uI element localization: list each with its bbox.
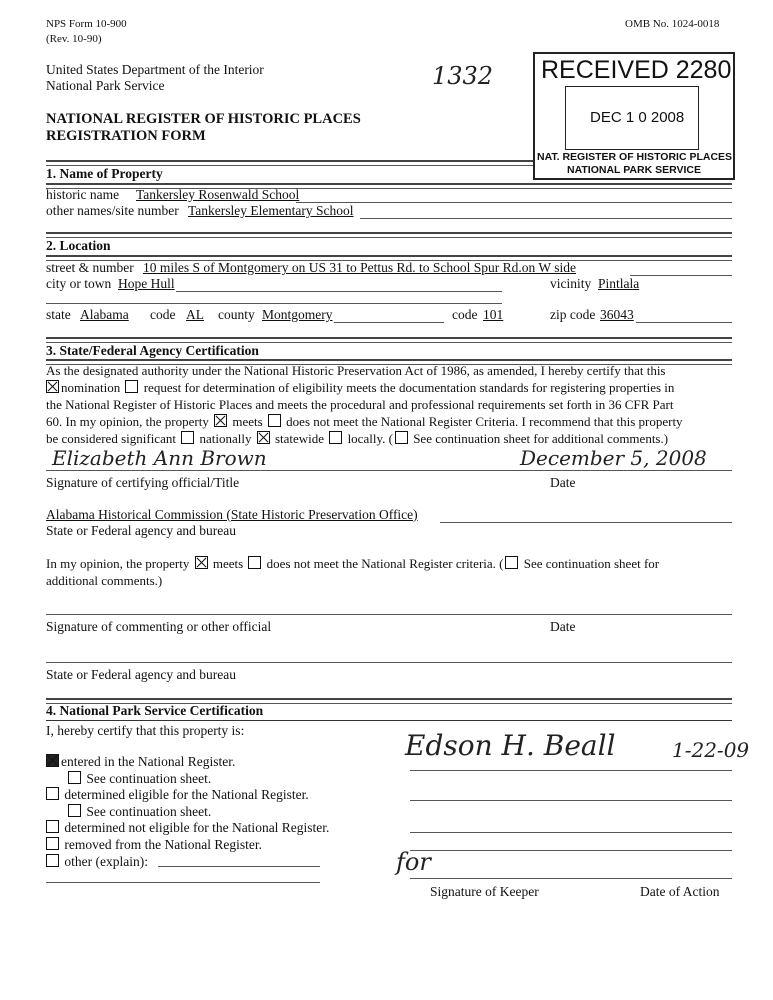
option-label: See continuation sheet. xyxy=(86,770,212,786)
stamp-date-box xyxy=(565,86,699,150)
stamp-line1: NAT. REGISTER OF HISTORIC PLACES xyxy=(537,151,733,163)
form-title: NATIONAL REGISTER OF HISTORIC PLACES xyxy=(46,111,361,127)
omb-number: OMB No. 1024-0018 xyxy=(625,18,720,30)
section2-heading: 2. Location xyxy=(46,238,111,253)
option-removed xyxy=(46,837,329,854)
action-date: 1-22-09 xyxy=(672,738,750,762)
option-label: See continuation sheet. xyxy=(86,803,212,819)
keeper-signature: Edson H. Beall xyxy=(405,729,616,762)
option-not-eligible xyxy=(46,820,329,837)
stamp-date: DEC 1 0 2008 xyxy=(590,109,685,126)
continuation-checkbox[interactable] xyxy=(68,804,81,817)
historic-name-label: historic name xyxy=(46,187,120,202)
zip-label: zip code xyxy=(550,307,596,322)
street-label: street & number xyxy=(46,260,134,275)
certification-paragraph xyxy=(46,362,732,447)
city-value[interactable]: Hope Hull xyxy=(118,276,175,291)
meets-label: meets xyxy=(232,414,263,429)
cert-text: be considered significant xyxy=(46,431,176,446)
county-label: county xyxy=(218,307,255,322)
option-label: entered in the National Register. xyxy=(61,754,236,769)
option-eligible xyxy=(46,787,329,804)
other-checkbox[interactable] xyxy=(46,854,59,867)
state-code-label: code xyxy=(150,307,176,322)
keeper-label: Signature of Keeper xyxy=(430,884,539,899)
vicinity-label: vicinity xyxy=(550,276,592,291)
section3-heading: 3. State/Federal Agency Certification xyxy=(46,343,259,358)
commenting-signature-label: Signature of commenting or other official xyxy=(46,619,272,634)
option-continuation xyxy=(46,771,329,788)
agency2-label: State or Federal agency and bureau xyxy=(46,667,237,682)
request-label: request for determination of eligibility meets the documentation standards for registering properties in xyxy=(143,380,675,395)
other-names-label: other names/site number xyxy=(46,203,179,218)
nomination-checkbox[interactable] xyxy=(46,380,59,393)
opinion-text: In my opinion, the property xyxy=(46,556,190,571)
not-eligible-checkbox[interactable] xyxy=(46,820,59,833)
date-label: Date xyxy=(550,475,576,490)
department: United States Department of the Interior xyxy=(46,62,264,77)
nps-options xyxy=(46,754,329,870)
opinion-paragraph xyxy=(46,555,732,589)
statewide-label: statewide xyxy=(274,431,325,446)
option-other xyxy=(46,854,329,871)
city-label: city or town xyxy=(46,276,112,291)
received-stamp xyxy=(533,52,735,180)
form-subtitle: REGISTRATION FORM xyxy=(46,128,206,144)
cert-text: 60. In my opinion, the property xyxy=(46,414,209,429)
service: National Park Service xyxy=(46,78,165,93)
vicinity-value[interactable]: Pintlala xyxy=(598,276,640,291)
request-checkbox[interactable] xyxy=(125,380,138,393)
option-entered xyxy=(46,754,329,771)
meets-checkbox[interactable] xyxy=(214,414,227,427)
county-value[interactable]: Montgomery xyxy=(262,307,333,322)
date-of-action-label: Date of Action xyxy=(640,884,720,899)
other-names-value[interactable]: Tankersley Elementary School xyxy=(188,203,354,218)
county-code-value[interactable]: 101 xyxy=(483,307,504,322)
commenting-date-label: Date xyxy=(550,619,576,634)
stamp-line2: NATIONAL PARK SERVICE xyxy=(567,164,701,176)
form-revision: (Rev. 10-90) xyxy=(46,33,102,45)
agency-value[interactable]: Alabama Historical Commission (State Historic Preservation Office) xyxy=(46,507,418,522)
option-label: removed from the National Register. xyxy=(64,836,262,852)
continuation-checkbox[interactable] xyxy=(395,431,408,444)
signature-label: Signature of certifying official/Title xyxy=(46,475,240,490)
opinion-meets-label: meets xyxy=(212,556,244,571)
zip-value[interactable]: 36043 xyxy=(600,307,634,322)
agency-label: State or Federal agency and bureau xyxy=(46,523,237,538)
nps-intro: I, hereby certify that this property is: xyxy=(46,723,245,738)
cert-line: As the designated authority under the National Historic Preservation Act of 1986, as amended, I hereby certify that this xyxy=(46,363,666,378)
eligible-checkbox[interactable] xyxy=(46,787,59,800)
continuation-checkbox[interactable] xyxy=(68,771,81,784)
cert-text: does not meet the National Register Criteria. I recommend that this property xyxy=(286,414,683,429)
locally-label: locally. ( xyxy=(347,431,393,446)
option-label: determined not eligible for the National Register. xyxy=(64,820,330,836)
opinion-continuation-checkbox[interactable] xyxy=(505,556,518,569)
state-code-value[interactable]: AL xyxy=(186,307,204,322)
opinion-text: additional comments.) xyxy=(46,573,163,588)
form-number: NPS Form 10-900 xyxy=(46,18,127,30)
nomination-label: nomination xyxy=(61,380,121,395)
state-value[interactable]: Alabama xyxy=(80,307,129,322)
cert-line: the National Register of Historic Places and meets the procedural and professional requirements set forth in 36 CFR Part xyxy=(46,397,674,412)
statewide-checkbox[interactable] xyxy=(257,431,270,444)
county-code-label: code xyxy=(452,307,478,322)
nationally-label: nationally xyxy=(199,431,252,446)
removed-checkbox[interactable] xyxy=(46,837,59,850)
continuation-label: See continuation sheet for additional comments.) xyxy=(413,431,669,446)
nationally-checkbox[interactable] xyxy=(181,431,194,444)
divider xyxy=(46,232,732,238)
certifying-signature: Elizabeth Ann Brown xyxy=(52,446,267,470)
divider xyxy=(46,720,732,721)
handwritten-number: 1332 xyxy=(432,62,494,90)
opinion-meets-checkbox[interactable] xyxy=(195,556,208,569)
section1-heading: 1. Name of Property xyxy=(46,166,163,181)
option-label: determined eligible for the National Register. xyxy=(64,787,309,803)
section4-heading: 4. National Park Service Certification xyxy=(46,703,264,718)
opinion-text: does not meet the National Register criteria. ( xyxy=(266,556,504,571)
option-label: other (explain): xyxy=(64,853,148,869)
state-label: state xyxy=(46,307,71,322)
opinion-text: See continuation sheet for xyxy=(523,556,660,571)
historic-name-value[interactable]: Tankersley Rosenwald School xyxy=(136,187,300,202)
option-continuation xyxy=(46,804,329,821)
locally-checkbox[interactable] xyxy=(329,431,342,444)
not-meet-checkbox[interactable] xyxy=(268,414,281,427)
opinion-not-meet-checkbox[interactable] xyxy=(248,556,261,569)
certifying-date: December 5, 2008 xyxy=(520,446,707,470)
for-mark: for xyxy=(396,848,431,876)
entered-checkbox[interactable] xyxy=(46,754,59,767)
stamp-received: RECEIVED 2280 xyxy=(541,56,732,84)
street-value[interactable]: 10 miles S of Montgomery on US 31 to Pettus Rd. to School Spur Rd.on W side xyxy=(143,260,577,275)
